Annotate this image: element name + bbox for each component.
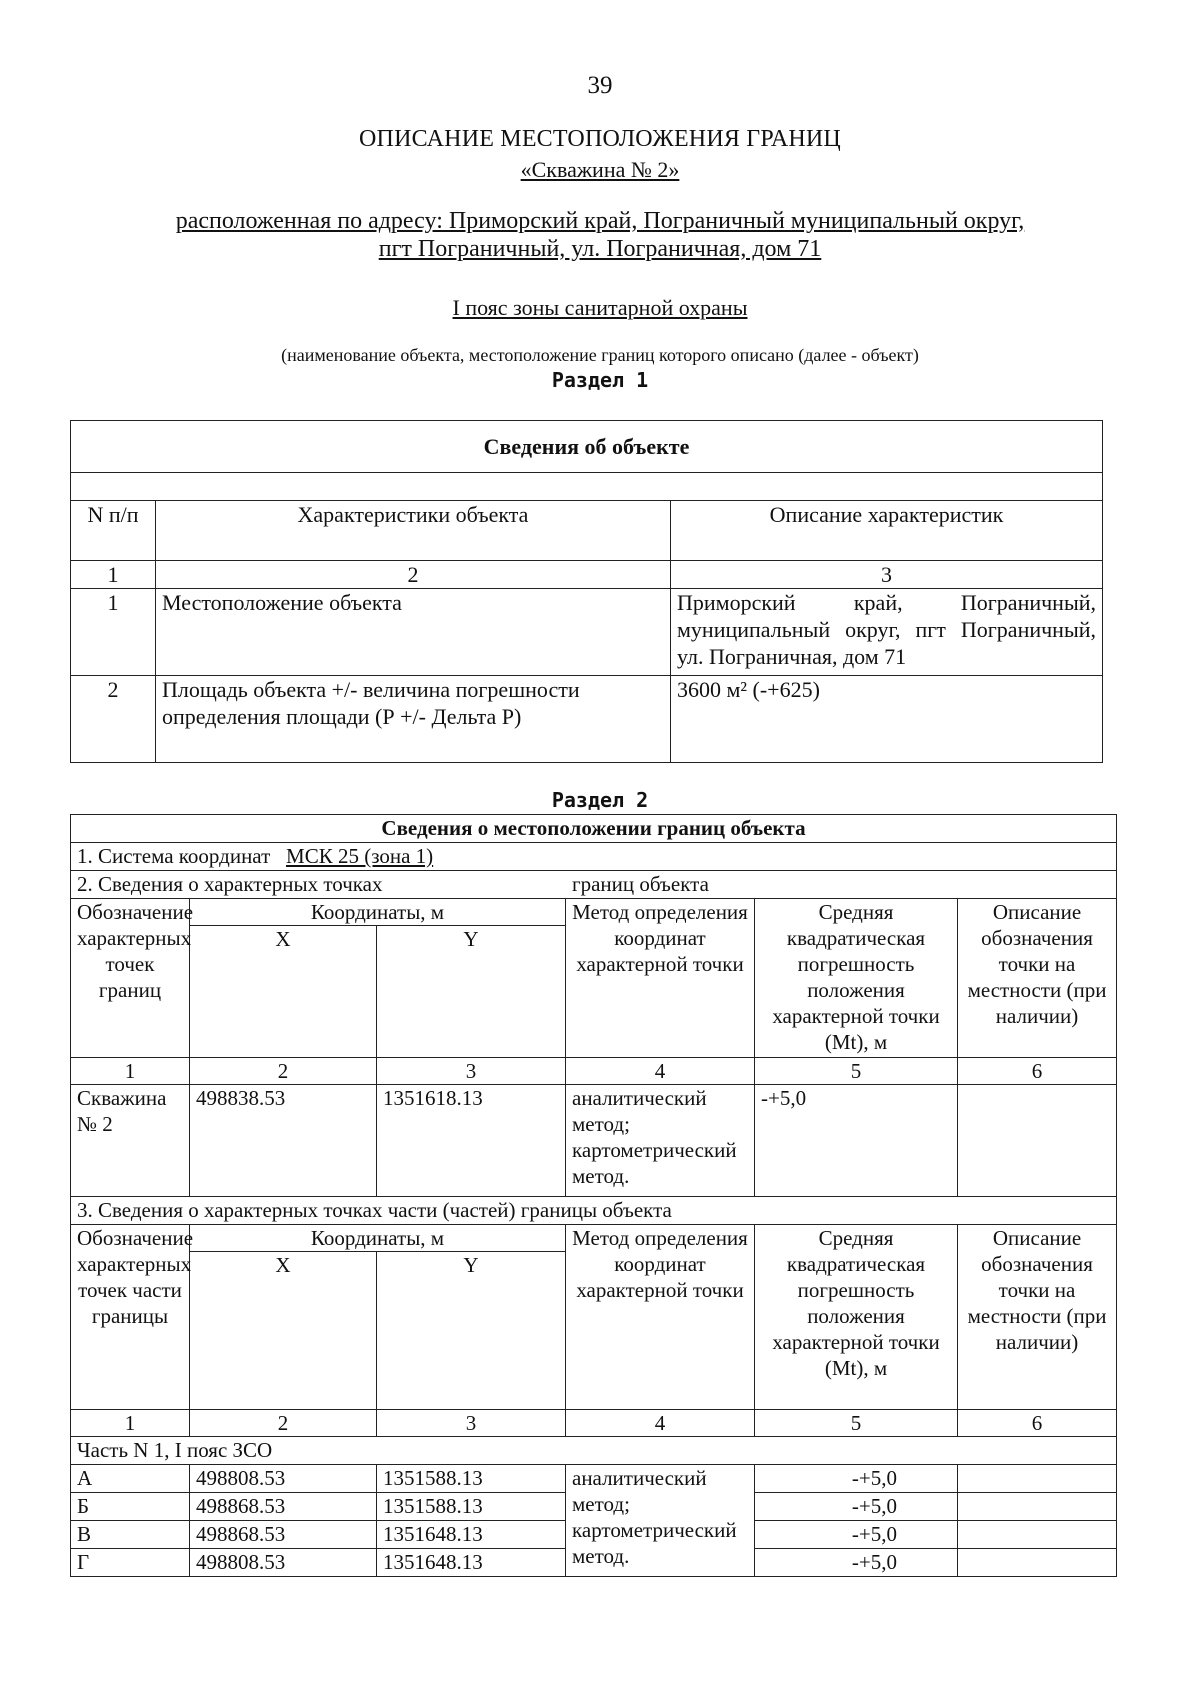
col-number: 5 xyxy=(755,1058,958,1085)
subtitle-text: «Скважина № 2» xyxy=(520,157,680,182)
row-num: 2 xyxy=(71,676,156,763)
col-number: 2 xyxy=(190,1410,377,1437)
part-point-description xyxy=(958,1493,1117,1521)
address-line-2 xyxy=(0,236,1200,263)
col-number: 3 xyxy=(377,1058,566,1085)
coordinate-system-row xyxy=(71,843,1117,871)
part-point-y: 1351648.13 xyxy=(377,1549,566,1577)
part-point-description xyxy=(958,1465,1117,1493)
col-number: 3 xyxy=(671,561,1103,589)
document-subtitle xyxy=(0,157,1200,183)
part-point-error: -+5,0 xyxy=(755,1521,958,1549)
parts-header-method: Метод определения координат характерной точки xyxy=(566,1225,755,1410)
section-1-label: Раздел 1 xyxy=(551,368,649,392)
part-point-designation: В xyxy=(71,1521,190,1549)
col-number: 3 xyxy=(377,1410,566,1437)
part-method: аналитический метод; картометрический метод. xyxy=(566,1465,755,1577)
part-point-error: -+5,0 xyxy=(755,1549,958,1577)
part-point-x: 498868.53 xyxy=(190,1493,377,1521)
part-point-designation: А xyxy=(71,1465,190,1493)
parts-header-error: Средняя квадратическая погрешность положения характерной точки (Mt), м xyxy=(755,1225,958,1410)
row-num: 1 xyxy=(71,589,156,676)
parts-header-designation: Обозначение характерных точек части границы xyxy=(71,1225,190,1410)
page-number: 39 xyxy=(587,72,613,99)
col-number: 1 xyxy=(71,1410,190,1437)
part-point-designation: Г xyxy=(71,1549,190,1577)
part-point-error: -+5,0 xyxy=(755,1465,958,1493)
col-number: 2 xyxy=(156,561,671,589)
points-heading-right: границ объекта xyxy=(572,872,709,896)
part-point-x: 498808.53 xyxy=(190,1465,377,1493)
point-error: -+5,0 xyxy=(755,1085,958,1197)
row-description: Приморский край, Пограничный, муниципальный округ, пгт Пограничный, ул. Пограничная, дом 71 xyxy=(671,589,1103,676)
col-number: 4 xyxy=(566,1410,755,1437)
point-x: 498838.53 xyxy=(190,1085,377,1197)
coordinate-system-value: МСК 25 (зона 1) xyxy=(286,844,434,868)
row-characteristic: Площадь объекта +/- величина погрешности определения площади (Р +/- Дельта Р) xyxy=(156,676,671,763)
object-info-title: Сведения об объекте xyxy=(71,421,1103,473)
part-point-x: 498808.53 xyxy=(190,1549,377,1577)
part-point-description xyxy=(958,1521,1117,1549)
point-description xyxy=(958,1085,1117,1197)
address-line-1-text: расположенная по адресу: Приморский край, Пограничный муниципальный округ, xyxy=(175,208,1025,234)
boundary-table-title: Сведения о местоположении границ объекта xyxy=(71,815,1117,843)
table-row xyxy=(71,589,1103,676)
points-heading-left: 2. Сведения о характерных точках xyxy=(77,872,383,896)
parts-header-y: Y xyxy=(377,1252,566,1410)
col-header-num: N п/п xyxy=(71,501,156,561)
empty-row xyxy=(71,473,1103,501)
part-label: Часть N 1, I пояс ЗСО xyxy=(71,1437,1117,1465)
points-heading-row xyxy=(71,871,1117,899)
header-designation: Обозначение характерных точек границ xyxy=(71,899,190,1058)
coordinate-system-label: 1. Система координат xyxy=(77,844,271,868)
table-row xyxy=(71,1085,1117,1197)
col-number: 1 xyxy=(71,561,156,589)
col-number: 5 xyxy=(755,1410,958,1437)
part-point-y: 1351588.13 xyxy=(377,1465,566,1493)
parts-header-coordinates: Координаты, м xyxy=(190,1225,566,1252)
header-coordinates: Координаты, м xyxy=(190,899,566,926)
header-y: Y xyxy=(377,926,566,1058)
header-error: Средняя квадратическая погрешность положения характерной точки (Mt), м xyxy=(755,899,958,1058)
col-number: 1 xyxy=(71,1058,190,1085)
section-2-label: Раздел 2 xyxy=(551,788,649,812)
part-point-error: -+5,0 xyxy=(755,1493,958,1521)
part-point-y: 1351648.13 xyxy=(377,1521,566,1549)
part-point-x: 498868.53 xyxy=(190,1521,377,1549)
col-number: 6 xyxy=(958,1410,1117,1437)
parts-header-description: Описание обозначения точки на местности (при наличии) xyxy=(958,1225,1117,1410)
part-point-description xyxy=(958,1549,1117,1577)
table-row xyxy=(71,1465,1117,1493)
zone-text: I пояс зоны санитарной охраны xyxy=(452,295,748,320)
row-characteristic: Местоположение объекта xyxy=(156,589,671,676)
row-description: 3600 м² (-+625) xyxy=(671,676,1103,763)
object-info-table xyxy=(70,420,1103,763)
header-x: X xyxy=(190,926,377,1058)
boundary-table xyxy=(70,814,1117,1577)
col-number: 4 xyxy=(566,1058,755,1085)
part-point-y: 1351588.13 xyxy=(377,1493,566,1521)
parts-header-x: X xyxy=(190,1252,377,1410)
col-number: 2 xyxy=(190,1058,377,1085)
address-line-2-text: пгт Пограничный, ул. Пограничная, дом 71 xyxy=(378,236,822,262)
document-title: ОПИСАНИЕ МЕСТОПОЛОЖЕНИЯ ГРАНИЦ xyxy=(359,126,841,152)
object-note: (наименование объекта, местоположение границ которого описано (далее - объект) xyxy=(281,345,919,365)
parts-heading: 3. Сведения о характерных точках части (частей) границы объекта xyxy=(71,1197,1117,1225)
point-y: 1351618.13 xyxy=(377,1085,566,1197)
point-method: аналитический метод; картометрический метод. xyxy=(566,1085,755,1197)
col-number: 6 xyxy=(958,1058,1117,1085)
col-header-description: Описание характеристик xyxy=(671,501,1103,561)
table-row xyxy=(71,676,1103,763)
zone-name xyxy=(0,295,1200,321)
header-method: Метод определения координат характерной точки xyxy=(566,899,755,1058)
address-line-1 xyxy=(0,208,1200,235)
header-description: Описание обозначения точки на местности (при наличии) xyxy=(958,899,1117,1058)
col-header-characteristic: Характеристики объекта xyxy=(156,501,671,561)
point-designation: Скважина № 2 xyxy=(71,1085,190,1197)
part-point-designation: Б xyxy=(71,1493,190,1521)
